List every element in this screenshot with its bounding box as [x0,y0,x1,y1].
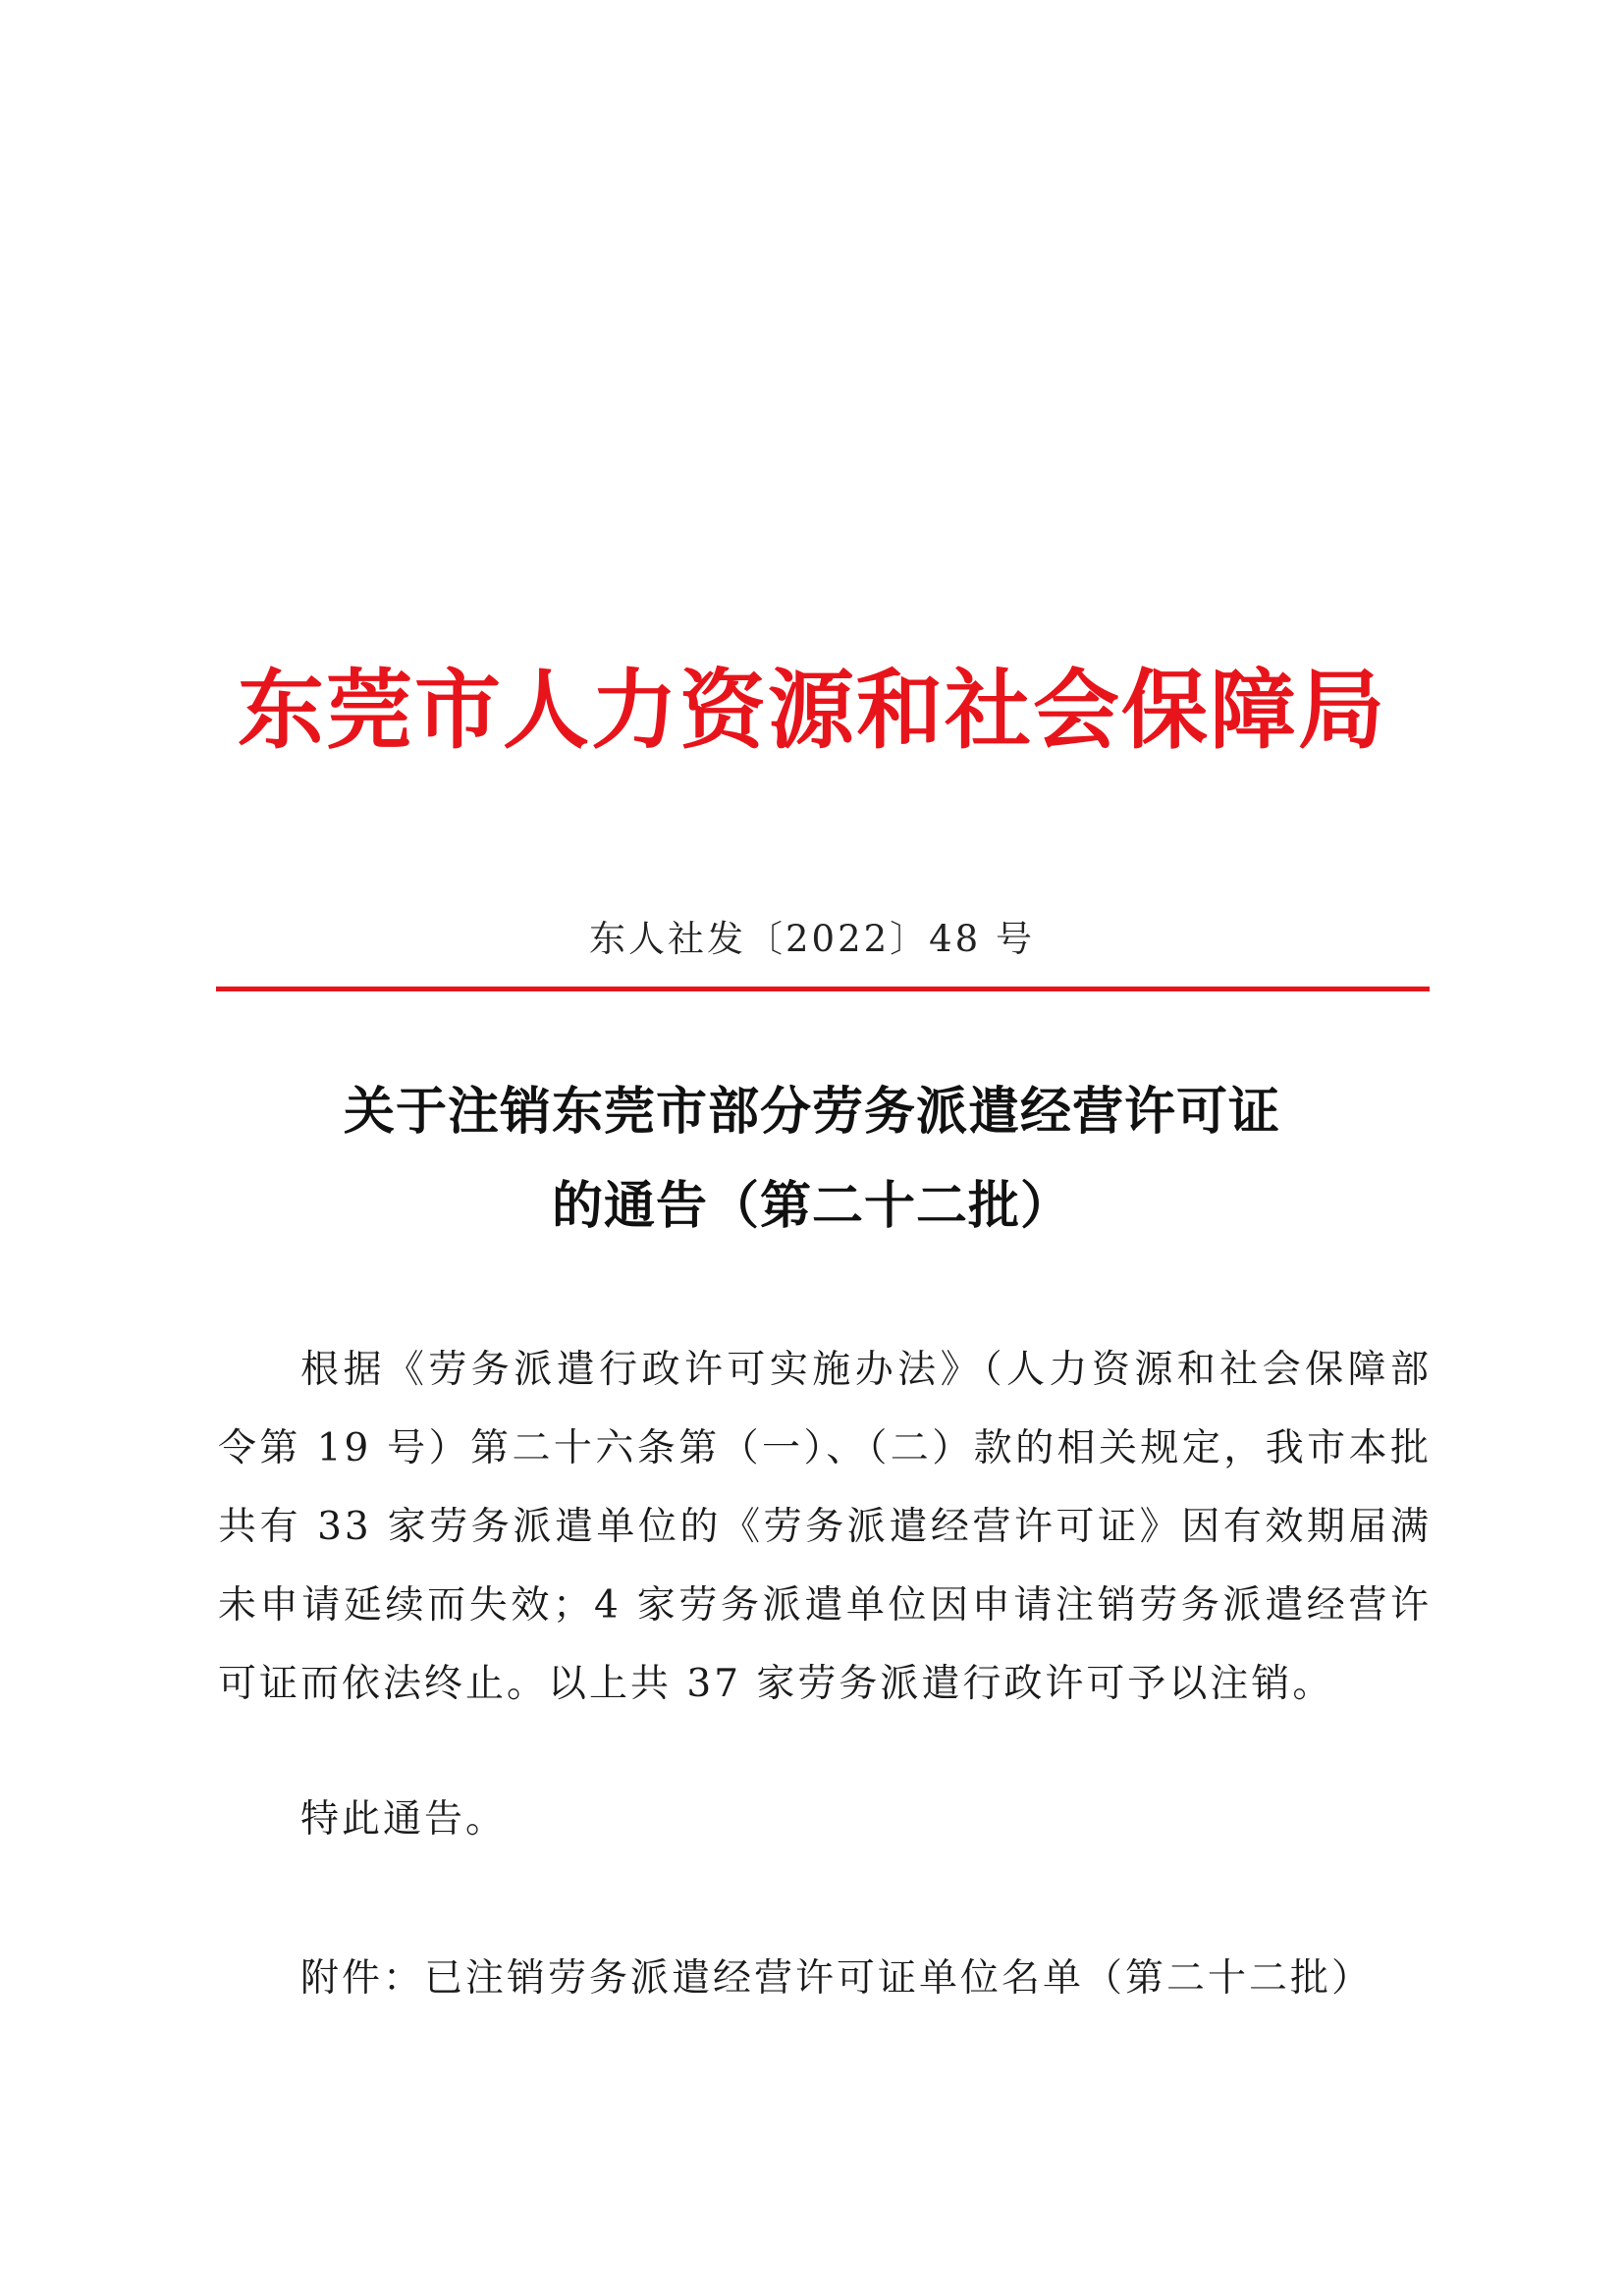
notice-title-line-2: 的通告（第二十二批） [551,1176,1072,1236]
attachment-line: 附件：已注销劳务派遣经营许可证单位名单（第二十二批） [300,1956,1374,2001]
red-divider [216,987,1430,991]
document-number: 东人社发〔2022〕48 号 [588,918,1035,960]
notice-title-line-1: 关于注销东莞市部分劳务派遣经营许可证 [343,1082,1280,1142]
agency-masthead: 东莞市人力资源和社会保障局 [237,659,1386,761]
notice-body [218,1331,1432,1724]
closing-line: 特此通告。 [300,1797,508,1842]
body-paragraph: 根据《劳务派遣行政许可实施办法》（人力资源和社会保障部令第 19 号）第二十六条第（一）、（二）款的相关规定，我市本批共有 33 家劳务派遣单位的《劳务派遣经营许可证》因有效期届满未申请延续而失效；4 家劳务派遣单位因申请注销劳务派遣经营许可证而依法终止。以上共 37 家劳务派遣行政许可予以注销。 [218,1348,1432,1706]
notice-title [0,1065,1624,1254]
